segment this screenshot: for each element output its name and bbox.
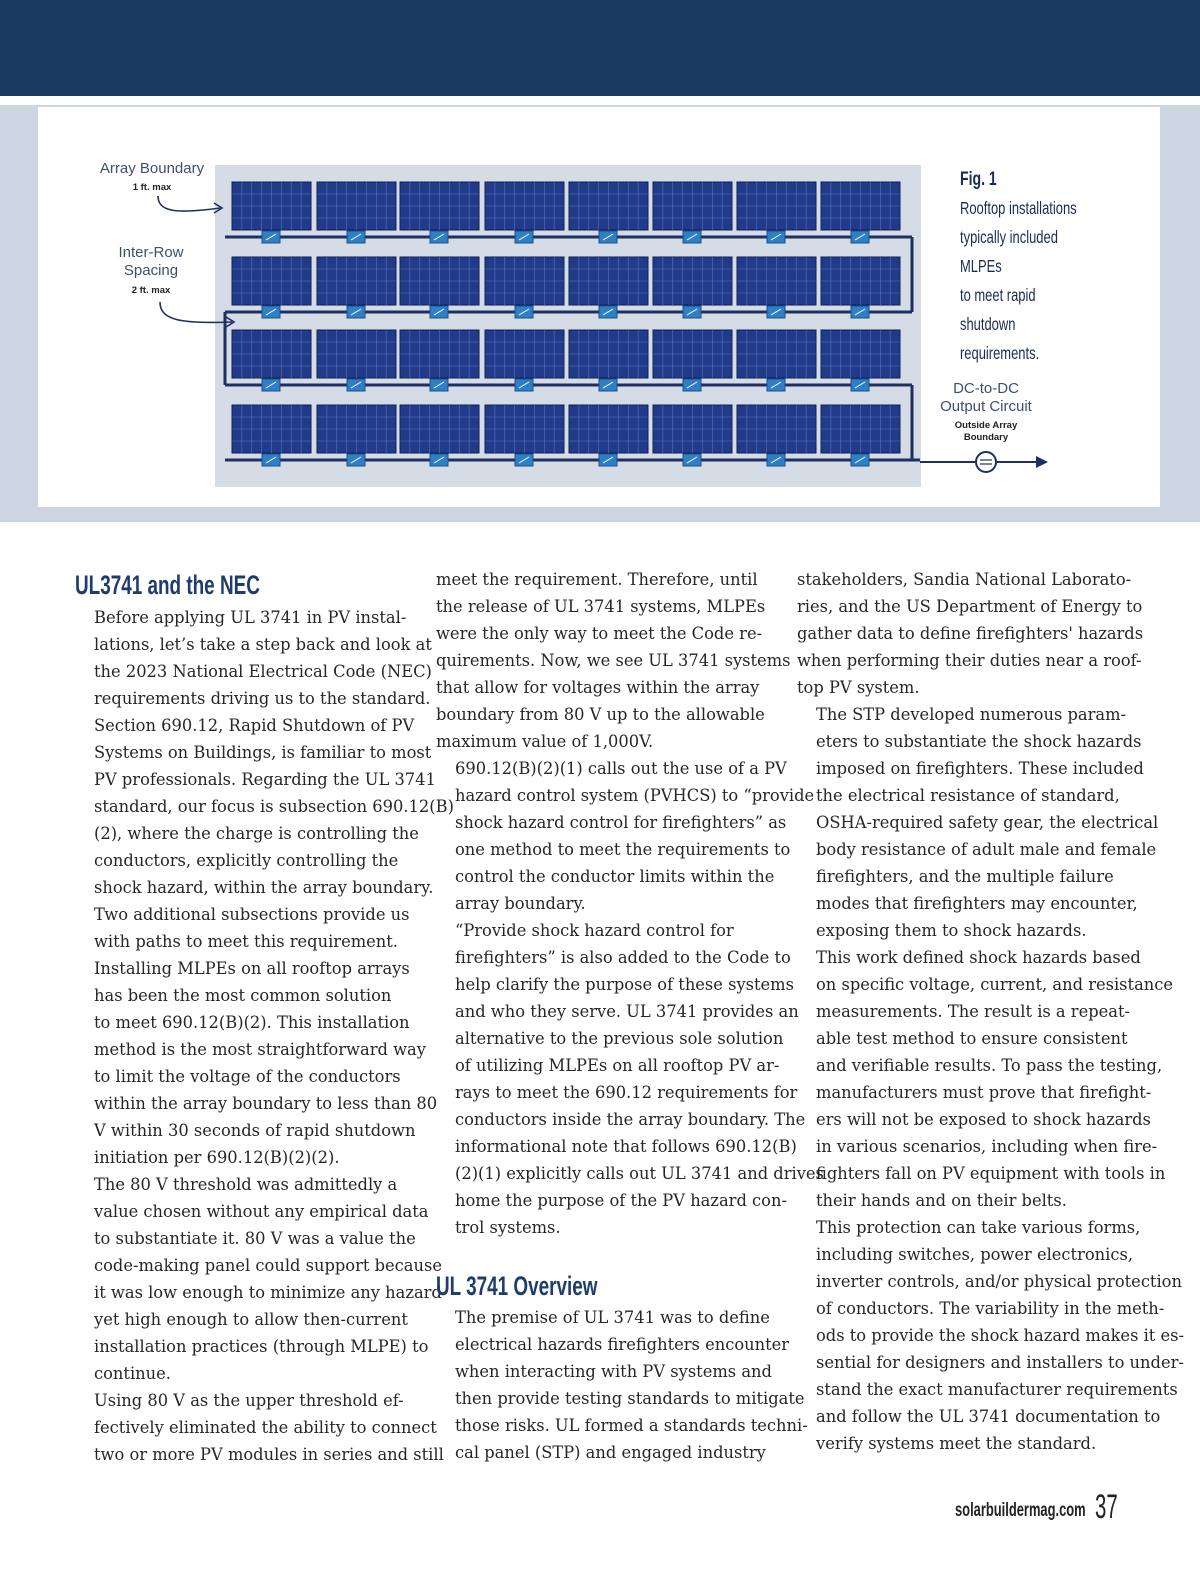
- text-line: top PV system.: [797, 678, 920, 697]
- text-line: fectively eliminated the ability to connect: [94, 1418, 437, 1437]
- text-line: inverter controls, and/or physical protection: [816, 1272, 1182, 1291]
- text-line: including switches, power electronics,: [816, 1245, 1134, 1264]
- text-line: in various scenarios, including when fire-: [816, 1137, 1158, 1156]
- text-line: those risks. UL formed a standards techni-: [455, 1416, 808, 1435]
- text-line: it was low enough to minimize any hazard: [94, 1283, 442, 1302]
- caption-line: requirements.: [960, 343, 1040, 363]
- paragraph: [436, 917, 824, 1241]
- text-line: V within 30 seconds of rapid shutdown: [94, 1121, 416, 1140]
- text-line: This work defined shock hazards based: [816, 948, 1141, 967]
- text-line: when interacting with PV systems and: [455, 1362, 772, 1381]
- text-line: alternative to the previous sole solution: [455, 1029, 784, 1048]
- text-line: manufacturers must prove that firefight-: [816, 1083, 1152, 1102]
- text-line: the electrical resistance of standard,: [816, 786, 1120, 805]
- text-line: OSHA-required safety gear, the electrical: [816, 813, 1159, 832]
- text-line: cal panel (STP) and engaged industry: [455, 1443, 766, 1462]
- text-line: to meet 690.12(B)(2). This installation: [94, 1013, 410, 1032]
- text-line: standard, our focus is subsection 690.12(B): [94, 797, 454, 816]
- text-line: requirements driving us to the standard.: [94, 689, 431, 708]
- text-line: array boundary.: [455, 894, 586, 913]
- text-line: 690.12(B)(2)(1) calls out the use of a PV: [455, 759, 787, 778]
- text-line: were the only way to meet the Code re-: [436, 624, 763, 643]
- text-line: and follow the UL 3741 documentation to: [816, 1407, 1161, 1426]
- text-line: exposing them to shock hazards.: [816, 921, 1087, 940]
- text-line: ries, and the US Department of Energy to: [797, 597, 1143, 616]
- text-line: The premise of UL 3741 was to define: [455, 1308, 770, 1327]
- text-line: one method to meet the requirements to: [455, 840, 791, 859]
- array-boundary-note: 1 ft. max: [132, 182, 172, 193]
- text-line: their hands and on their belts.: [816, 1191, 1067, 1210]
- text-line: maximum value of 1,000V.: [436, 732, 654, 751]
- text-line: conductors inside the array boundary. The: [455, 1110, 806, 1129]
- text-line: stand the exact manufacturer requirements: [816, 1380, 1178, 1399]
- text-line: Before applying UL 3741 in PV instal-: [94, 608, 407, 627]
- output-circuit-label-2: Output Circuit: [940, 398, 1032, 415]
- page-footer: [955, 1490, 1125, 1530]
- text-line: to limit the voltage of the conductors: [94, 1067, 401, 1086]
- output-circuit-note-1: Outside Array: [954, 420, 1018, 431]
- text-line: (2)(1) explicitly calls out UL 3741 and drives: [455, 1164, 824, 1183]
- text-line: with paths to meet this requirement.: [94, 932, 398, 951]
- inter-row-label-1: Inter-Row: [118, 244, 184, 261]
- text-line: lations, let’s take a step back and look at: [94, 635, 432, 654]
- text-line: help clarify the purpose of these systems: [455, 975, 794, 994]
- column-2-body-2: [436, 1304, 808, 1466]
- text-line: meet the requirement. Therefore, until: [436, 570, 758, 589]
- output-circuit-label-1: DC-to-DC: [953, 380, 1019, 397]
- array-boundary-arrow: [158, 196, 222, 213]
- output-circuit-arrow: [920, 452, 1048, 472]
- text-line: control the conductor limits within the: [455, 867, 775, 886]
- paragraph: [75, 604, 454, 955]
- text-line: continue.: [94, 1364, 171, 1383]
- column-3-body: [797, 701, 1185, 1457]
- text-line: of utilizing MLPEs on all rooftop PV ar-: [455, 1056, 780, 1075]
- text-line: stakeholders, Sandia National Laborato-: [797, 570, 1132, 589]
- paragraph: [797, 701, 1159, 944]
- text-line: to substantiate it. 80 V was a value the: [94, 1229, 416, 1248]
- text-line: value chosen without any empirical data: [94, 1202, 429, 1221]
- text-line: shock hazard, within the array boundary.: [94, 878, 434, 897]
- text-line: gather data to define firefighters' hazards: [797, 624, 1144, 643]
- inter-row-note: 2 ft. max: [131, 285, 171, 296]
- text-line: code-making panel could support because: [94, 1256, 442, 1275]
- text-line: boundary from 80 V up to the allowable: [436, 705, 765, 724]
- column-2-body: [436, 755, 824, 1241]
- column-2-continuation: [436, 566, 791, 755]
- text-line: The STP developed numerous param-: [816, 705, 1127, 724]
- text-line: ods to provide the shock hazard makes it es-: [816, 1326, 1185, 1345]
- text-line: firefighters” is also added to the Code to: [455, 948, 791, 967]
- column-3-continuation: [797, 566, 1144, 701]
- text-line: that allow for voltages within the array: [436, 678, 760, 697]
- paragraph-continuation: [797, 566, 1144, 701]
- text-line: informational note that follows 690.12(B): [455, 1137, 797, 1156]
- text-line: electrical hazards firefighters encounter: [455, 1335, 790, 1354]
- section-heading-ul3741-nec: UL3741 and the NEC: [75, 570, 260, 600]
- text-line: on specific voltage, current, and resistance: [816, 975, 1174, 994]
- text-line: able test method to ensure consistent: [816, 1029, 1128, 1048]
- text-line: measurements. The result is a repeat-: [816, 1002, 1131, 1021]
- paragraph: [797, 944, 1174, 1214]
- text-line: Systems on Buildings, is familiar to most: [94, 743, 432, 762]
- text-line: imposed on firefighters. These included: [816, 759, 1144, 778]
- text-line: the 2023 National Electrical Code (NEC): [94, 662, 432, 681]
- column-2: [436, 566, 824, 1466]
- column-1-body: [75, 604, 454, 1468]
- text-line: modes that firefighters may encounter,: [816, 894, 1138, 913]
- text-line: eters to substantiate the shock hazards: [816, 732, 1142, 751]
- text-line: “Provide shock hazard control for: [455, 921, 734, 940]
- text-line: (2), where the charge is controlling the: [94, 824, 419, 843]
- text-line: and verifiable results. To pass the testing,: [816, 1056, 1163, 1075]
- section-heading-ul3741-overview: UL 3741 Overview: [436, 1271, 598, 1301]
- column-1: [75, 566, 454, 1468]
- text-line: of conductors. The variability in the meth-: [816, 1299, 1165, 1318]
- text-line: Using 80 V as the upper threshold ef-: [94, 1391, 404, 1410]
- text-line: body resistance of adult male and female: [816, 840, 1157, 859]
- meter-icon: [976, 452, 996, 472]
- text-line: sential for designers and installers to under-: [816, 1353, 1184, 1372]
- text-line: Section 690.12, Rapid Shutdown of PV: [94, 716, 415, 735]
- text-line: has been the most common solution: [94, 986, 392, 1005]
- page-number: 37: [1095, 1488, 1118, 1526]
- text-line: initiation per 690.12(B)(2)(2).: [94, 1148, 340, 1167]
- figure-caption: [960, 165, 1090, 368]
- array-boundary-label: Array Boundary: [99, 160, 205, 177]
- text-line: the release of UL 3741 systems, MLPEs: [436, 597, 766, 616]
- text-line: The 80 V threshold was admittedly a: [94, 1175, 398, 1194]
- text-line: shock hazard control for firefighters” as: [455, 813, 787, 832]
- text-line: two or more PV modules in series and still: [94, 1445, 444, 1464]
- paragraph: [436, 1304, 808, 1466]
- text-line: Two additional subsections provide us: [94, 905, 410, 924]
- text-line: and who they serve. UL 3741 provides an: [455, 1002, 799, 1021]
- caption-line: typically included MLPEs: [960, 227, 1058, 276]
- paragraph-continuation: [436, 566, 791, 755]
- text-line: hazard control system (PVHCS) to “provide: [455, 786, 815, 805]
- caption-line: Rooftop installations: [960, 198, 1077, 218]
- figure-number: Fig. 1: [960, 169, 997, 190]
- text-line: home the purpose of the PV hazard con-: [455, 1191, 787, 1210]
- paragraph: [436, 755, 815, 917]
- text-line: This protection can take various forms,: [816, 1218, 1141, 1237]
- text-line: then provide testing standards to mitigate: [455, 1389, 805, 1408]
- text-line: installation practices (through MLPE) to: [94, 1337, 429, 1356]
- text-line: within the array boundary to less than 80: [94, 1094, 438, 1113]
- inter-row-label-2: Spacing: [123, 262, 179, 279]
- text-line: conductors, explicitly controlling the: [94, 851, 399, 870]
- text-line: yet high enough to allow then-current: [94, 1310, 408, 1329]
- paragraph: [797, 1214, 1185, 1457]
- text-line: Installing MLPEs on all rooftop arrays: [94, 959, 410, 978]
- paragraph: [75, 1387, 444, 1468]
- text-line: rays to meet the 690.12 requirements for: [455, 1083, 798, 1102]
- caption-line: to meet rapid shutdown: [960, 285, 1036, 334]
- text-line: method is the most straightforward way: [94, 1040, 426, 1059]
- text-line: fighters fall on PV equipment with tools in: [816, 1164, 1166, 1183]
- text-line: firefighters, and the multiple failure: [816, 867, 1114, 886]
- text-line: PV professionals. Regarding the UL 3741: [94, 770, 436, 789]
- text-line: trol systems.: [455, 1218, 561, 1237]
- site-name: solarbuildermag.com: [955, 1500, 1086, 1521]
- text-line: quirements. Now, we see UL 3741 systems: [436, 651, 791, 670]
- paragraph: [75, 955, 438, 1171]
- text-line: verify systems meet the standard.: [816, 1434, 1097, 1453]
- column-3: [797, 566, 1185, 1457]
- text-line: when performing their duties near a roof-: [797, 651, 1142, 670]
- paragraph: [75, 1171, 442, 1387]
- output-circuit-note-2: Boundary: [963, 432, 1009, 443]
- text-line: ers will not be exposed to shock hazards: [816, 1110, 1151, 1129]
